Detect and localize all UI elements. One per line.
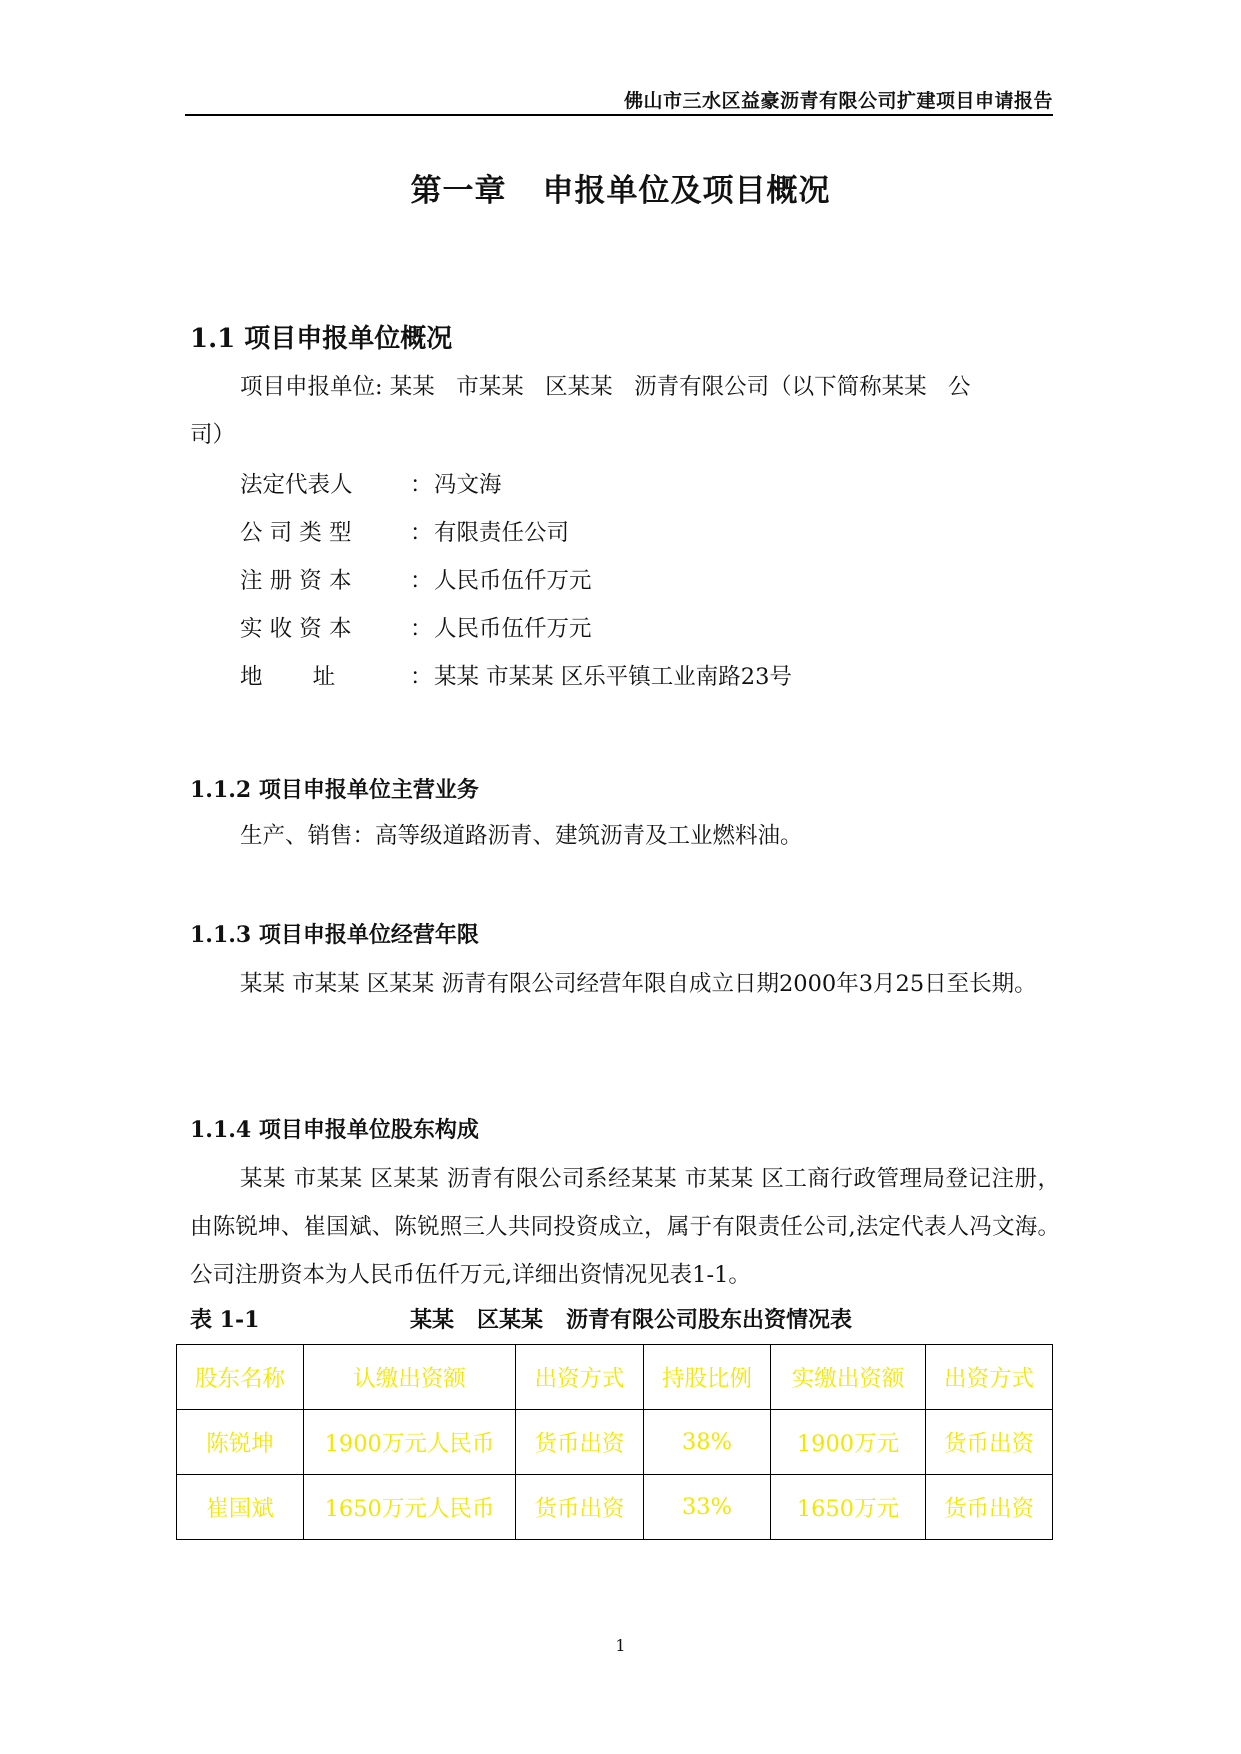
header-contribution-method: 出资方式: [516, 1345, 644, 1410]
table-label: 表 1-1: [190, 1307, 260, 1333]
running-header: 佛山市三水区益豪沥青有限公司扩建项目申请报告: [623, 90, 1053, 112]
section-heading-1-1: 1.1 项目申报单位概况: [190, 324, 453, 354]
cell-contribution-method-2: 货币出资: [926, 1410, 1053, 1475]
section-heading-1-1-4: 1.1.4 项目申报单位股东构成: [190, 1117, 479, 1143]
cell-shareholder-name: 崔国斌: [177, 1475, 304, 1540]
cell-paid-capital: 1900万元: [771, 1410, 926, 1475]
table-title: 某某 区某某 沥青有限公司股东出资情况表: [410, 1307, 852, 1333]
info-row-registered-capital: [240, 566, 592, 596]
operating-period-text: 某某 市某某 区某某 沥青有限公司经营年限自成立日期2000年3月25日至长期。: [240, 971, 1037, 997]
shareholder-structure-text: 某某 市某某 区某某 沥青有限公司系经某某 市某某 区工商行政管理局登记注册，由陈锐坤、崔国斌、陈锐照三人共同投资成立，属于有限责任公司,法定代表人冯文海。公司注册资本为人民币伍仟万元,详细出资情况见表1-1。: [190, 1166, 1060, 1288]
cell-subscribed-capital: 1650万元人民币: [304, 1475, 516, 1540]
cell-contribution-method: 货币出资: [516, 1410, 644, 1475]
info-value: 人民币伍仟万元: [434, 616, 592, 642]
header-shareholding-ratio: 持股比例: [644, 1345, 771, 1410]
cell-shareholding-ratio: 33%: [644, 1475, 771, 1540]
info-label: 实 收 资 本: [240, 616, 352, 642]
chapter-name: 申报单位及项目概况: [542, 173, 831, 209]
info-row-paid-capital: [240, 614, 592, 644]
unit-para-line-2: 司）: [190, 422, 236, 448]
info-label: 注 册 资 本: [240, 568, 352, 594]
info-row-address: [240, 662, 792, 692]
chapter-number: 第一章: [410, 173, 507, 209]
shareholder-table: [176, 1344, 1053, 1540]
chapter-title: [0, 165, 1241, 210]
info-colon: ：: [410, 472, 433, 498]
info-row-legal-rep: [240, 470, 502, 500]
cell-contribution-method-2: 货币出资: [926, 1475, 1053, 1540]
info-colon: ：: [410, 616, 433, 642]
info-colon: ：: [410, 664, 433, 690]
info-row-company-type: [240, 518, 569, 548]
cell-subscribed-capital: 1900万元人民币: [304, 1410, 516, 1475]
cell-shareholder-name: 陈锐坤: [177, 1410, 304, 1475]
info-value: 人民币伍仟万元: [434, 568, 592, 594]
info-value: 有限责任公司: [434, 520, 570, 546]
info-colon: ：: [410, 520, 433, 546]
section-heading-1-1-2: 1.1.2 项目申报单位主营业务: [190, 777, 479, 803]
header-paid-capital: 实缴出资额: [771, 1345, 926, 1410]
info-colon: ：: [410, 568, 433, 594]
info-value: 某某 市某某 区乐平镇工业南路23号: [434, 664, 792, 690]
info-label: 地 址: [240, 664, 336, 690]
info-label: 法定代表人: [240, 472, 353, 498]
header-contribution-method-2: 出资方式: [926, 1345, 1053, 1410]
header-subscribed-capital: 认缴出资额: [304, 1345, 516, 1410]
section-heading-1-1-3: 1.1.3 项目申报单位经营年限: [190, 922, 479, 948]
info-value: 冯文海: [434, 472, 502, 498]
cell-paid-capital: 1650万元: [771, 1475, 926, 1540]
unit-para-line-1: 项目申报单位: 某某 市某某 区某某 沥青有限公司（以下简称某某 公: [240, 374, 971, 400]
table-row: [177, 1475, 1053, 1540]
main-business-text: 生产、销售：高等级道路沥青、建筑沥青及工业燃料油。: [240, 823, 803, 849]
table-row: [177, 1410, 1053, 1475]
page-number: 1: [615, 1636, 626, 1655]
info-label: 公 司 类 型: [240, 520, 352, 546]
table-header-row: [177, 1345, 1053, 1410]
header-shareholder-name: 股东名称: [177, 1345, 304, 1410]
header-rule: [185, 114, 1053, 116]
cell-shareholding-ratio: 38%: [644, 1410, 771, 1475]
table-caption: [190, 1303, 1060, 1334]
cell-contribution-method: 货币出资: [516, 1475, 644, 1540]
